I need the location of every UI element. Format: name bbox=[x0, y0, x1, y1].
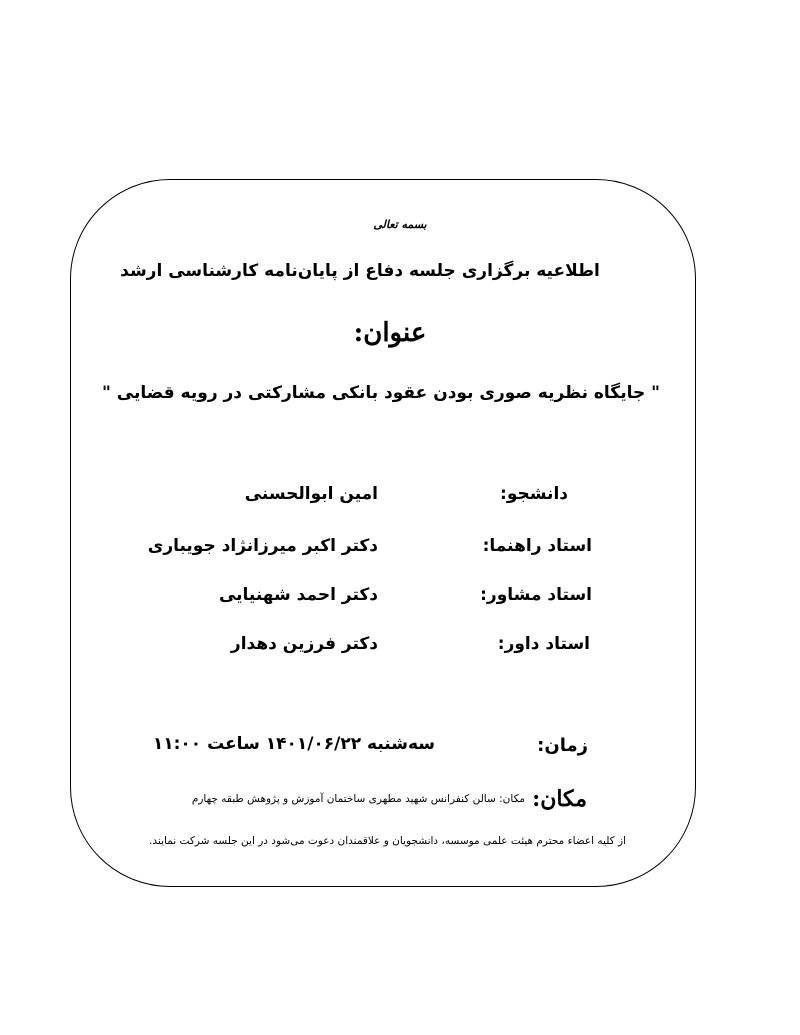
time-label: زمان: bbox=[537, 735, 588, 756]
title-label: عنوان: bbox=[353, 318, 427, 348]
student-name: امین ابوالحسنی bbox=[244, 484, 378, 504]
invitation-text: از کلیه اعضاء محترم هیئت علمی موسسه، دانشجویان و علاقمندان دعوت می‌شود در این جلسه شرکت نمایند. bbox=[149, 835, 626, 847]
advisor-name: دکتر احمد شهنیایی bbox=[218, 585, 378, 605]
notice-heading: اطلاعیه برگزاری جلسه دفاع از پایان‌نامه کارشناسی ارشد bbox=[120, 261, 600, 281]
bismillah-text: بسمه تعالی bbox=[373, 218, 427, 231]
notice-frame bbox=[70, 179, 696, 887]
referee-name: دکتر فرزین دهدار bbox=[230, 634, 378, 654]
student-label: دانشجو: bbox=[500, 484, 568, 504]
referee-label: استاد داور: bbox=[497, 634, 590, 654]
advisor-label: استاد مشاور: bbox=[480, 585, 592, 605]
supervisor-name: دکتر اکبر میرزانژاد جویباری bbox=[147, 536, 378, 556]
thesis-title: " جایگاه نظریه صوری بودن عقود بانکی مشارکتی در رویه قضایی " bbox=[102, 383, 660, 403]
place-value: مکان: سالن کنفرانس شهید مطهری ساختمان آموزش و پژوهش طبقه چهارم bbox=[191, 793, 525, 805]
place-label: مکان: bbox=[532, 786, 587, 812]
supervisor-label: استاد راهنما: bbox=[482, 536, 592, 556]
time-value: سه‌شنبه ۱۴۰۱/۰۶/۲۲ ساعت ۱۱:۰۰ bbox=[152, 734, 435, 754]
